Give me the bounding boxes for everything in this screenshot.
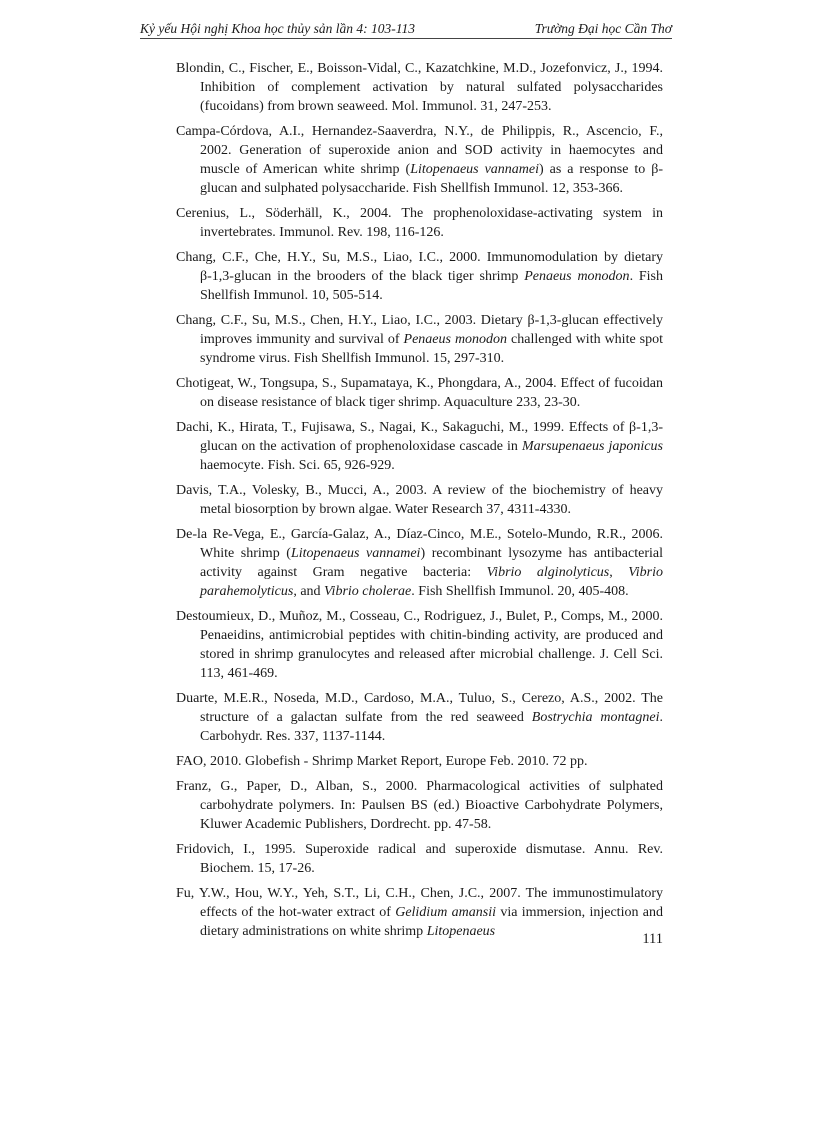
reference-text: . Carbohydr. Res. 337, 1137-1144.: [200, 710, 663, 744]
species-name: Litopenaeus vannamei: [410, 162, 540, 177]
reference-text: Fu, Y.W., Hou, W.Y., Yeh, S.T., Li, C.H., Chen, J.C., 2007. The immunostimulatory effects of the hot-water extract of: [176, 886, 663, 920]
reference-entry: [176, 752, 663, 771]
header-proceedings-title: Kỷ yếu Hội nghị Khoa học thủy sản lần 4: 103-113: [140, 21, 415, 36]
reference-entry: [176, 122, 663, 198]
species-name: Penaeus monodon: [403, 332, 508, 347]
reference-text: Chang, C.F., Su, M.S., Chen, H.Y., Liao, I.C., 2003. Dietary β-1,3-glucan effectively improves immunity and survival of: [176, 313, 663, 347]
reference-entry: [176, 525, 663, 601]
reference-text: Franz, G., Paper, D., Alban, S., 2000. Pharmacological activities of sulphated carbohydrate polymers. In: Paulsen BS (ed.) Bioactive Carbohydrate Polymers, Kluwer Academic Publishers, Dordrecht. pp. 47-58.: [176, 779, 663, 832]
reference-entry: [176, 311, 663, 368]
reference-entry: [176, 374, 663, 412]
reference-entry: [176, 59, 663, 116]
reference-text: . Fish Shellfish Immunol. 10, 505-514.: [200, 269, 664, 303]
reference-text: ) as a response to β-glucan and sulphated polysaccharide. Fish Shellfish Immunol. 12, 353-366.: [200, 162, 663, 196]
reference-text: Chotigeat, W., Tongsupa, S., Supamataya, K., Phongdara, A., 2004. Effect of fucoidan on disease resistance of black tiger shrimp. Aquaculture 233, 23-30.: [176, 376, 663, 410]
reference-entry: [176, 607, 663, 683]
reference-text: haemocyte. Fish. Sci. 65, 926-929.: [200, 458, 395, 473]
species-name: Penaeus monodon: [524, 269, 630, 284]
reference-text: De-la Re-Vega, E., García-Galaz, A., Díaz-Cinco, M.E., Sotelo-Mundo, R.R., 2006. White shrimp (: [176, 527, 663, 561]
page-number: 111: [642, 931, 663, 947]
reference-text: Blondin, C., Fischer, E., Boisson-Vidal, C., Kazatchkine, M.D., Jozefonvicz, J., 1994. Inhibition of complement activation by natural sulfated polysaccharides (fucoidans) from brown seaweed. Mol. Immunol. 31, 247-253.: [176, 61, 663, 114]
reference-entry: [176, 418, 663, 475]
reference-text: Destoumieux, D., Muñoz, M., Cosseau, C., Rodriguez, J., Bulet, P., Comps, M., 2000. Penaeidins, antimicrobial peptides with chitin-binding activity, are produced and stored in shrimp granulocytes and released after microbial challenge. J. Cell Sci. 113, 461-469.: [176, 609, 663, 681]
species-name: Vibrio cholerae: [324, 584, 412, 599]
reference-entry: [176, 777, 663, 834]
reference-entry: [176, 248, 663, 305]
header-institution: Trường Đại học Cần Thơ: [534, 21, 672, 36]
species-name: Litopenaeus: [426, 924, 496, 939]
reference-text: via immersion, injection and dietary administrations on white shrimp: [200, 905, 664, 939]
species-name: Marsupenaeus japonicus: [522, 439, 663, 454]
reference-list: [176, 59, 663, 947]
reference-text: Cerenius, L., Söderhäll, K., 2004. The prophenoloxidase-activating system in invertebrates. Immunol. Rev. 198, 116-126.: [176, 206, 663, 240]
species-name: Litopenaeus vannamei: [290, 546, 421, 561]
reference-entry: [176, 840, 663, 878]
reference-text: . Fish Shellfish Immunol. 20, 405-408.: [411, 584, 629, 599]
species-name: Vibrio alginolyticus: [486, 565, 610, 580]
reference-entry: [176, 884, 663, 941]
reference-text: Fridovich, I., 1995. Superoxide radical and superoxide dismutase. Annu. Rev. Biochem. 15, 17-26.: [176, 842, 663, 876]
reference-text: Chang, C.F., Che, H.Y., Su, M.S., Liao, I.C., 2000. Immunomodulation by dietary β-1,3-glucan in the brooders of the black tiger shrimp: [176, 250, 663, 284]
reference-entry: [176, 204, 663, 242]
reference-text: challenged with white spot syndrome virus. Fish Shellfish Immunol. 15, 297-310.: [200, 332, 664, 366]
reference-text: Campa-Córdova, A.I., Hernandez-Saaverdra, N.Y., de Philippis, R., Ascencio, F., 2002. Generation of superoxide anion and SOD activity in haemocytes and muscle of American white shrimp (: [176, 124, 663, 177]
reference-text: ) recombinant lysozyme has antibacterial activity against Gram negative bacteria:: [200, 546, 663, 580]
reference-text: Davis, T.A., Volesky, B., Mucci, A., 2003. A review of the biochemistry of heavy metal biosorption by brown algae. Water Research 37, 4311-4330.: [176, 483, 663, 517]
reference-entry: [176, 689, 663, 746]
species-name: Bostrychia montagnei: [531, 710, 660, 725]
species-name: Vibrio parahemolyticus: [200, 565, 664, 599]
running-header: [140, 18, 672, 39]
species-name: Gelidium amansii: [395, 905, 496, 920]
reference-text: , and: [293, 584, 325, 599]
reference-entry: [176, 481, 663, 519]
reference-text: Dachi, K., Hirata, T., Fujisawa, S., Nagai, K., Sakaguchi, M., 1999. Effects of β-1,3-glucan on the activation of prophenoloxidase cascade in: [176, 420, 663, 454]
reference-text: ,: [609, 565, 629, 580]
reference-text: Duarte, M.E.R., Noseda, M.D., Cardoso, M.A., Tuluo, S., Cerezo, A.S., 2002. The structure of a galactan sulfate from the red seaweed: [176, 691, 663, 725]
reference-text: FAO, 2010. Globefish - Shrimp Market Report, Europe Feb. 2010. 72 pp.: [176, 754, 588, 769]
